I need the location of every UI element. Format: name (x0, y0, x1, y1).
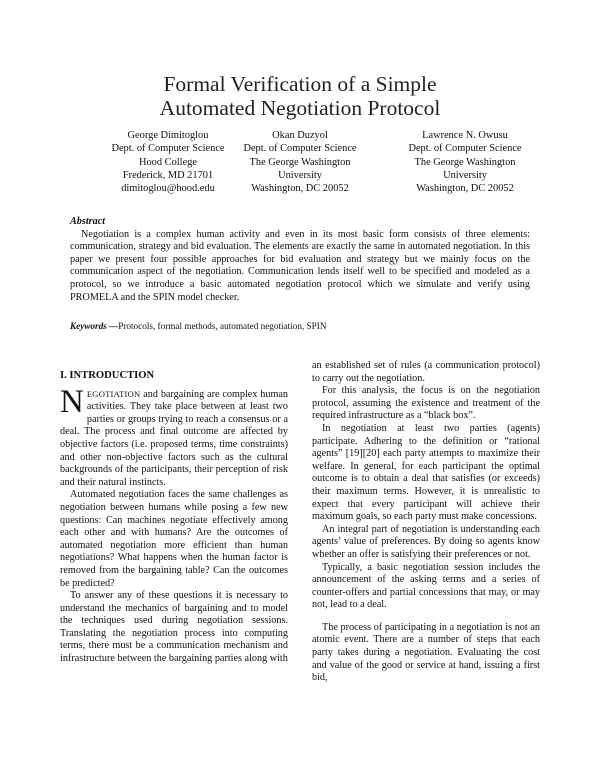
abstract (70, 216, 530, 304)
author-address: Frederick, MD 21701 (122, 169, 214, 181)
author-dept: Dept. of Computer Science (408, 143, 522, 155)
right-paragraph-2: For this analysis, the focus is on the negotiation protocol, assuming the existence and treatment of the required infrastructure as a “black box”. (312, 385, 540, 422)
right-paragraph-1: an established set of rules (a communication protocol) to carry out the negotiation. (312, 360, 540, 384)
intro-smallcaps: EGOTIATION (86, 388, 141, 399)
author-3 (380, 129, 550, 195)
author-dept: Dept. of Computer Science (243, 143, 357, 155)
author-org: Hood College (138, 156, 197, 168)
intro-paragraph-3: To answer any of these questions it is necessary to understand the mechanics of bargaining and to model the techniques used during negotiation sessions. Translating the negotiation process into computing terms, there must be a communication mechanism and infrastructure between the bargaining parties along with (60, 590, 288, 665)
title-line-2: Automated Negotiation Protocol (159, 96, 441, 120)
author-address: Washington, DC 20052 (251, 183, 349, 195)
author-email: dimitoglou@hood.edu (121, 183, 215, 195)
author-org: The George Washington (249, 156, 351, 168)
author-2 (215, 129, 385, 195)
left-column (60, 370, 288, 666)
right-paragraph-3: In negotiation at least two parties (agents) participate. Adhering to the definition or “rational agents” [19][20] each party attempts to maximize their welfare. In general, for each participant the optimal outcome is to obtain a deal that satisfies (or exceeds) their maximum terms. However, it is unrealistic to expect that every participant will achieve their maximum goals, so each party must make concessions. (312, 422, 540, 523)
keywords (70, 320, 530, 332)
keywords-text: Protocols, formal methods, automated negotiation, SPIN (118, 321, 327, 331)
author-org: The George Washington (414, 156, 516, 168)
author-name: Okan Duzyol (272, 130, 328, 141)
intro-paragraph-1-text: and bargaining are complex human activities. They take place between at least two parties or groups trying to reach a consensus or a deal. The process and final outcome are affected by objective factors (i.e. proposed terms, time constraints) and other non-objective factors such as the cultural backgrounds of the participants, their perception of risk and their natural instincts. (60, 388, 288, 488)
author-name: George Dimitoglou (127, 130, 209, 141)
title-line-1: Formal Verification of a Simple (163, 72, 437, 96)
author-org-2: University (443, 169, 487, 181)
author-name: Lawrence N. Owusu (422, 130, 508, 141)
abstract-heading: Abstract (70, 216, 106, 227)
right-paragraph-5: Typically, a basic negotiation session includes the announcement of the asking terms and a series of counter-offers and partial concessions that may, or may not, lead to a deal. (312, 561, 540, 611)
intro-paragraph-2: Automated negotiation faces the same challenges as negotiation between humans while posing a few new questions: Can machines negotiate effectively among each other and with humans? Are the outcomes of automated negotiation more efficient than human negotiations? What happens when the human factor is removed from the bargaining table? Can the outcomes be predicted? (60, 489, 288, 589)
intro-paragraph-1 (60, 383, 288, 490)
author-dept: Dept. of Computer Science (111, 143, 225, 155)
author-address: Washington, DC 20052 (416, 183, 514, 195)
section-heading-introduction: I. INTRODUCTION (60, 370, 155, 381)
drop-cap: N (60, 383, 84, 420)
right-column (312, 360, 540, 685)
keywords-label: Keywords — (70, 321, 119, 331)
paper-title (0, 72, 600, 120)
author-org-2: University (278, 169, 322, 181)
right-paragraph-4: An integral part of negotiation is understanding each agents’ value of preferences. By doing so agents know whether an offer is satisfying their preferences or not. (312, 523, 540, 560)
right-paragraph-6: The process of participating in a negotiation is not an atomic event. There are a number of steps that each party takes during a negotiation. Evaluating the cost and value of the good or service at hand, issuing a first bid, (312, 621, 540, 684)
abstract-text: Negotiation is a complex human activity and even in its most basic form consists of three elements: communication, strategy and bid evaluation. The elements are exactly the same in automated negotiation. In this paper we present four possible approaches for bid evaluation and strategy but we mainly focus on the communication aspect of the negotiation. Communication lends itself well to be specified and modeled as a protocol, so we introduce a basic automated negotiation protocol which we simulate and verify using PROMELA and the SPIN model checker. (70, 228, 530, 303)
